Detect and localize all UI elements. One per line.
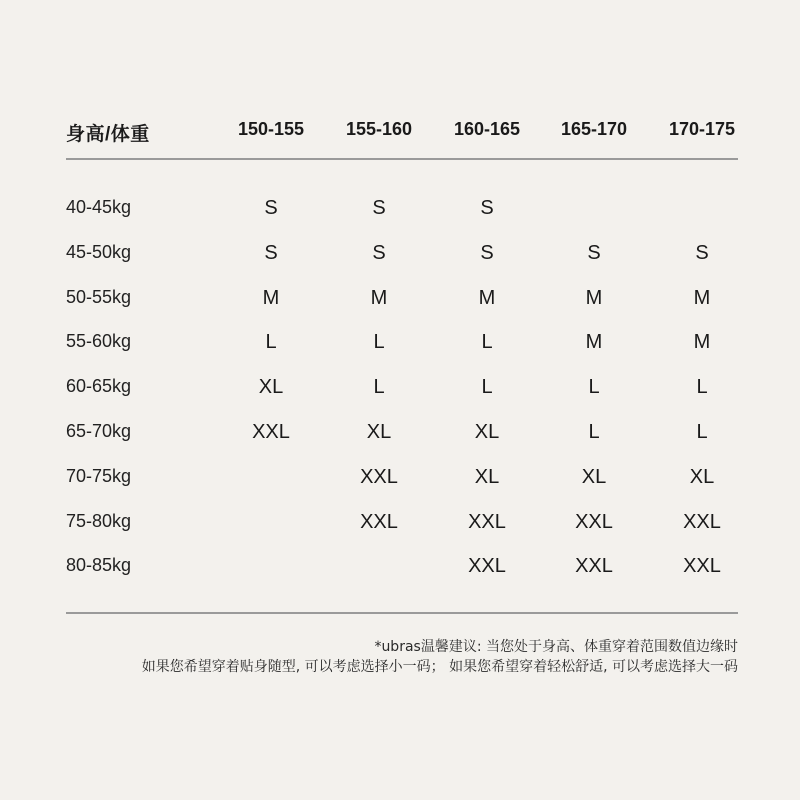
height-column-header: 150-155 [237, 119, 305, 139]
size-cell: S [480, 241, 494, 264]
size-advice-note-line-2: 如果您希望穿着贴身随型, 可以考虑选择小一码； 如果您希望穿着轻松舒适, 可以考虑选择大一码 [141, 659, 738, 675]
header-row [0, 115, 800, 147]
table-row [0, 374, 800, 404]
size-cell: M [370, 286, 388, 309]
size-cell: S [264, 241, 278, 264]
weight-range-label: 55-60kg [66, 331, 132, 352]
weight-range-label: 70-75kg [66, 465, 132, 486]
size-cell: M [585, 331, 603, 354]
weight-range-label: 75-80kg [66, 510, 132, 531]
size-cell: L [481, 331, 493, 354]
size-cell: XXL [575, 555, 613, 578]
weight-range-label: 80-85kg [66, 555, 132, 576]
size-cell: XXL [683, 555, 721, 578]
table-row [0, 195, 800, 225]
weight-range-label: 65-70kg [66, 421, 132, 441]
table-row [0, 464, 800, 494]
weight-range-label: 60-65kg [66, 376, 132, 397]
table-row [0, 553, 800, 583]
table-row [0, 285, 800, 315]
size-cell: XL [474, 465, 500, 488]
corner-label: 身高/体重 [66, 124, 150, 145]
size-cell: S [695, 241, 709, 264]
size-cell: XL [581, 465, 607, 488]
table-row [0, 419, 800, 449]
weight-range-label: 40-45kg [66, 197, 132, 217]
size-cell: L [696, 376, 708, 399]
size-cell: XXL [683, 510, 721, 533]
size-cell: L [481, 376, 493, 399]
height-column-header: 155-160 [345, 119, 413, 139]
size-cell: L [696, 421, 708, 443]
size-cell: S [372, 197, 386, 219]
size-cell: XL [258, 376, 284, 399]
table-row [0, 509, 800, 539]
footer-divider [66, 612, 738, 614]
size-cell: XXL [360, 510, 398, 533]
header-divider [66, 158, 738, 160]
size-cell: XL [366, 421, 392, 443]
size-cell: L [265, 331, 277, 354]
height-column-header: 160-165 [453, 119, 521, 139]
size-cell: M [478, 286, 496, 309]
size-cell: XL [689, 465, 715, 488]
size-cell: S [264, 197, 278, 219]
size-cell: L [588, 376, 600, 399]
weight-range-label: 45-50kg [66, 241, 132, 262]
size-cell: XXL [575, 510, 613, 533]
size-cell: L [588, 421, 600, 443]
size-cell: XXL [468, 555, 506, 578]
table-row [0, 240, 800, 270]
size-cell: M [585, 286, 603, 309]
size-cell: XXL [360, 465, 398, 488]
size-cell: S [372, 241, 386, 264]
size-cell: M [262, 286, 280, 309]
size-cell: L [373, 331, 385, 354]
table-row [0, 329, 800, 359]
size-cell: S [480, 197, 494, 219]
size-cell: XL [474, 421, 500, 443]
size-advice-note-line-1: *ubras温馨建议: 当您处于身高、体重穿着范围数值边缘时 [374, 639, 738, 655]
size-cell: L [373, 376, 385, 399]
size-cell: XXL [252, 421, 290, 443]
height-column-header: 170-175 [668, 119, 736, 139]
size-cell: S [587, 241, 601, 264]
size-cell: XXL [468, 510, 506, 533]
size-cell: M [693, 331, 711, 354]
weight-range-label: 50-55kg [66, 286, 132, 307]
size-cell: M [693, 286, 711, 309]
height-column-header: 165-170 [560, 119, 628, 139]
